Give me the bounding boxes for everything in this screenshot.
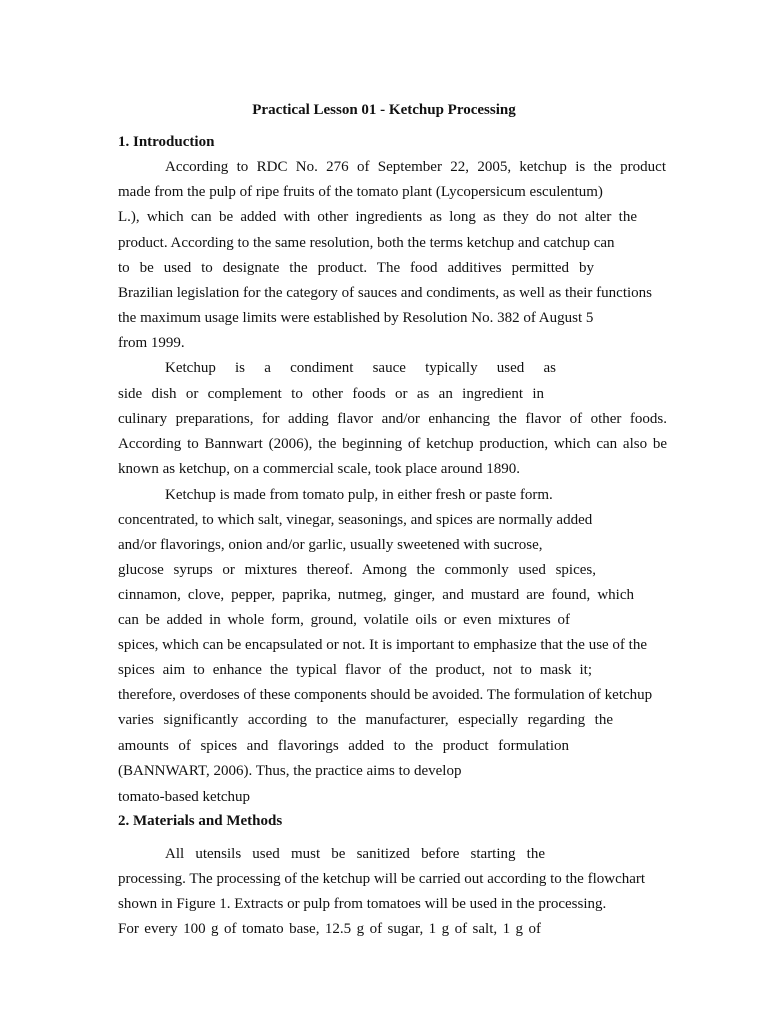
text-line: According to Bannwart (2006), the beginning of ketchup production, which can also be xyxy=(118,436,667,452)
text-line: the maximum usage limits were established by Resolution No. 382 of August 5 xyxy=(118,310,594,326)
text-line: tomato-based ketchup xyxy=(118,789,251,805)
text-line: processing. The processing of the ketchup will be carried out according to the flowchart xyxy=(118,871,646,887)
text-line: made from the pulp of ripe fruits of the tomato plant (Lycopersicum esculentum) xyxy=(118,184,603,200)
text-line: known as ketchup, on a commercial scale, took place around 1890. xyxy=(118,461,520,477)
text-line: Brazilian legislation for the category of sauces and condiments, as well as their functions xyxy=(118,285,653,301)
text-line: concentrated, to which salt, vinegar, seasonings, and spices are normally added xyxy=(118,512,593,528)
text-line: from 1999. xyxy=(118,335,185,351)
text-line: According to RDC No. 276 of September 22, 2005, ketchup is the product xyxy=(165,159,666,175)
document-title: Practical Lesson 01 - Ketchup Processing xyxy=(252,102,516,118)
text-line: therefore, overdoses of these components should be avoided. The formulation of ketchup xyxy=(118,687,653,703)
section-heading-materials-and-methods: 2. Materials and Methods xyxy=(118,813,283,829)
text-line: product. According to the same resolution, both the terms ketchup and catchup can xyxy=(118,235,615,251)
text-line: can be added in whole form, ground, volatile oils or even mixtures of xyxy=(118,612,570,628)
text-line: Ketchup is made from tomato pulp, in either fresh or paste form. xyxy=(165,487,553,503)
text-line: glucose syrups or mixtures thereof. Among the commonly used spices, xyxy=(118,562,596,578)
text-line: spices, which can be encapsulated or not. It is important to emphasize that the use of the xyxy=(118,637,648,653)
text-line: All utensils used must be sanitized before starting the xyxy=(165,846,545,862)
text-line: shown in Figure 1. Extracts or pulp from tomatoes will be used in the processing. xyxy=(118,896,607,912)
section-heading-introduction: 1. Introduction xyxy=(118,134,215,150)
text-line: Ketchup is a condiment sauce typically used as xyxy=(165,360,556,376)
text-line: For every 100 g of tomato base, 12.5 g of sugar, 1 g of salt, 1 g of xyxy=(118,921,541,937)
text-line: culinary preparations, for adding flavor and/or enhancing the flavor of other foods. xyxy=(118,411,667,427)
text-line: amounts of spices and flavorings added to the product formulation xyxy=(118,738,569,754)
text-line: spices aim to enhance the typical flavor of the product, not to mask it; xyxy=(118,662,592,678)
text-line: (BANNWART, 2006). Thus, the practice aims to develop xyxy=(118,763,462,779)
text-line: and/or flavorings, onion and/or garlic, usually sweetened with sucrose, xyxy=(118,537,543,553)
text-line: to be used to designate the product. The food additives permitted by xyxy=(118,260,594,276)
text-line: side dish or complement to other foods or as an ingredient in xyxy=(118,386,544,402)
text-line: L.), which can be added with other ingredients as long as they do not alter the xyxy=(118,209,637,225)
text-line: cinnamon, clove, pepper, paprika, nutmeg, ginger, and mustard are found, which xyxy=(118,587,634,603)
text-line: varies significantly according to the manufacturer, especially regarding the xyxy=(118,712,613,728)
